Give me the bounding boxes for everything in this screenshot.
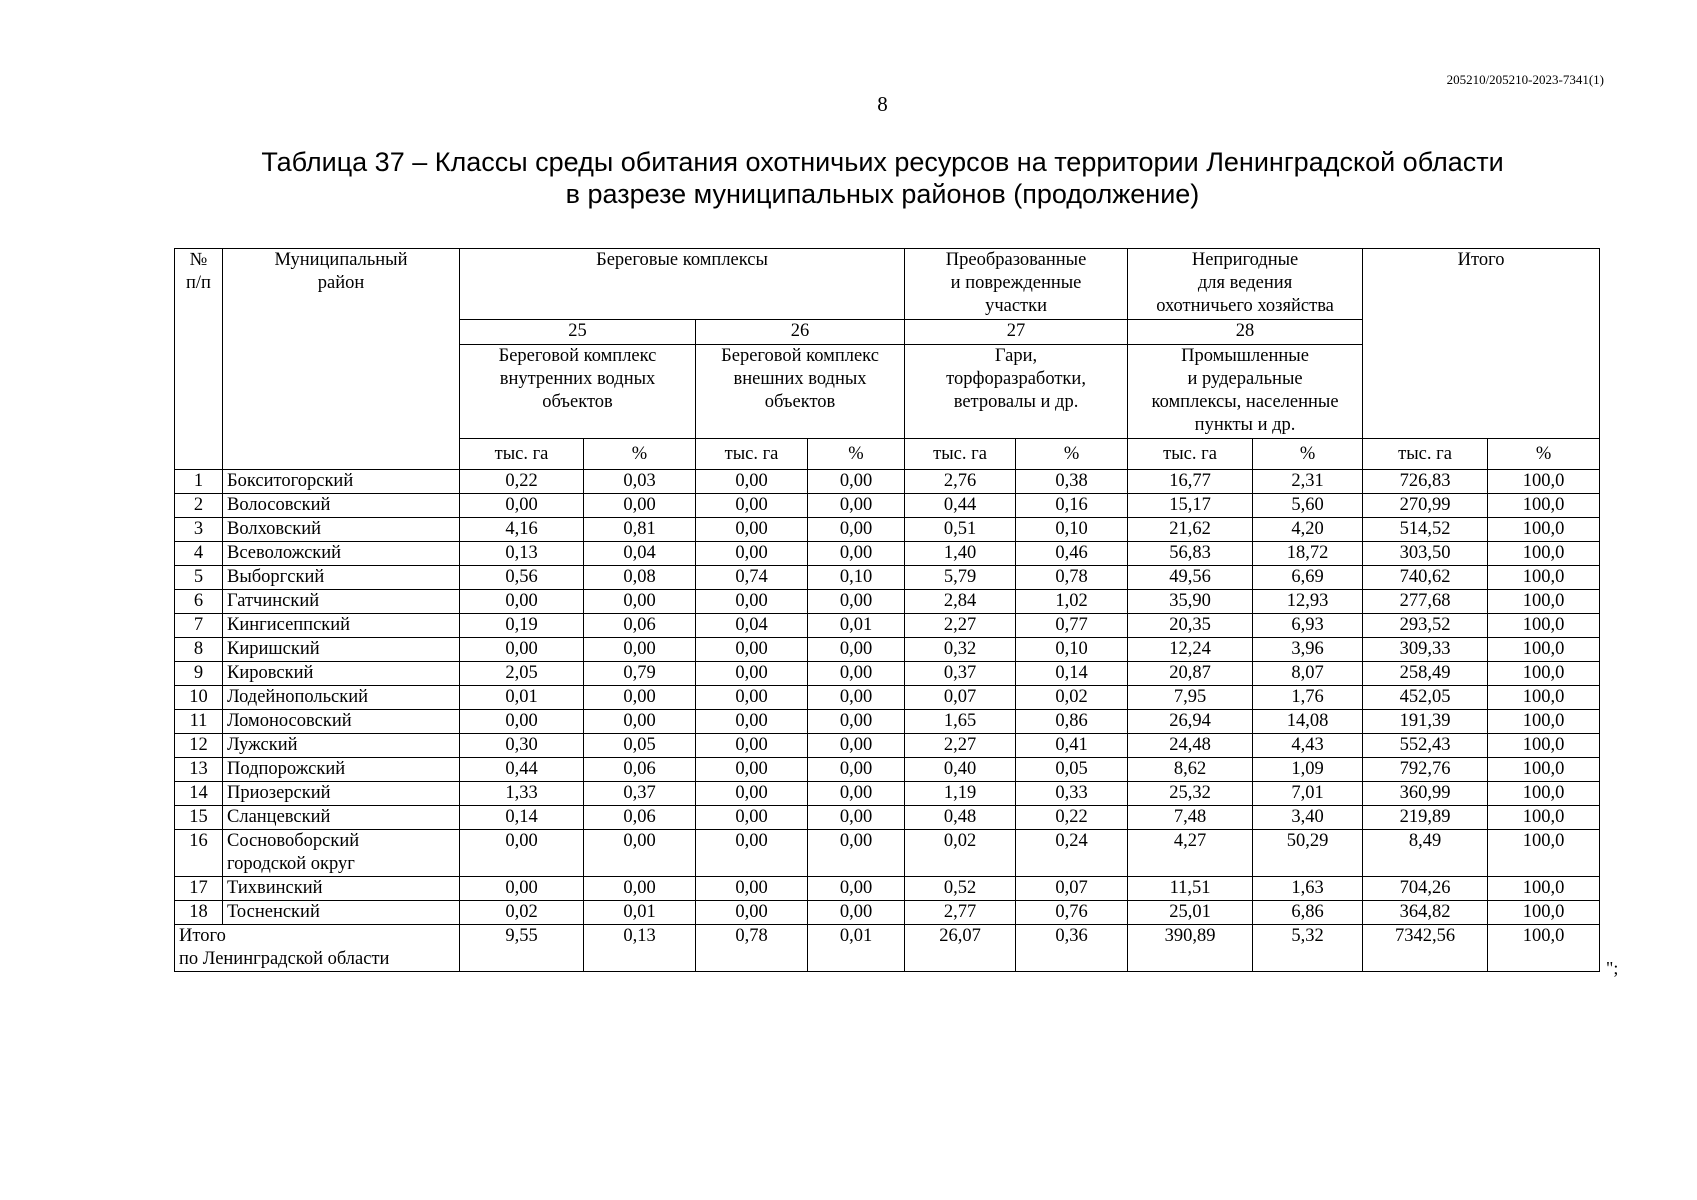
value-cell: 0,06 [584, 806, 696, 830]
header-unit-pct: % [1016, 439, 1128, 470]
value-cell: 0,00 [696, 518, 808, 542]
value-cell: 0,03 [584, 470, 696, 494]
row-number: 4 [175, 542, 223, 566]
value-cell: 0,22 [1016, 806, 1128, 830]
header-code-26: 26 [696, 320, 905, 345]
header-unit-pct: % [584, 439, 696, 470]
value-cell: 0,32 [905, 638, 1016, 662]
value-cell: 0,30 [460, 734, 584, 758]
value-cell: 15,17 [1128, 494, 1253, 518]
value-cell: 0,00 [460, 830, 584, 877]
value-cell: 16,77 [1128, 470, 1253, 494]
value-cell: 0,00 [808, 494, 905, 518]
table-row [175, 470, 1600, 494]
value-cell: 0,00 [460, 710, 584, 734]
value-cell: 21,62 [1128, 518, 1253, 542]
value-cell: 0,00 [808, 877, 905, 901]
value-cell: 5,60 [1253, 494, 1363, 518]
table-row [175, 877, 1600, 901]
table-row [175, 734, 1600, 758]
value-cell: 0,00 [460, 638, 584, 662]
header-coastal: Береговые комплексы [460, 249, 905, 320]
value-cell: 0,10 [1016, 638, 1128, 662]
header-unit-pct: % [1253, 439, 1363, 470]
district-name: Приозерский [223, 782, 460, 806]
district-name: Кингисеппский [223, 614, 460, 638]
value-cell: 0,79 [584, 662, 696, 686]
value-cell: 0,07 [905, 686, 1016, 710]
value-cell: 0,00 [696, 494, 808, 518]
district-name: Волховский [223, 518, 460, 542]
total-cell: 100,0 [1488, 925, 1600, 972]
value-cell: 0,00 [584, 638, 696, 662]
value-cell: 4,20 [1253, 518, 1363, 542]
value-cell: 100,0 [1488, 830, 1600, 877]
value-cell: 0,00 [696, 590, 808, 614]
value-cell: 0,00 [696, 877, 808, 901]
value-cell: 0,06 [584, 614, 696, 638]
total-cell: 0,01 [808, 925, 905, 972]
value-cell: 0,02 [1016, 686, 1128, 710]
value-cell: 3,96 [1253, 638, 1363, 662]
value-cell: 1,19 [905, 782, 1016, 806]
value-cell: 0,41 [1016, 734, 1128, 758]
value-cell: 0,00 [696, 901, 808, 925]
value-cell: 0,86 [1016, 710, 1128, 734]
header-code-25: 25 [460, 320, 696, 345]
header-class-27: Гари, торфоразработки, ветровалы и др. [905, 345, 1128, 439]
value-cell: 258,49 [1363, 662, 1488, 686]
value-cell: 0,00 [584, 686, 696, 710]
district-name: Подпорожский [223, 758, 460, 782]
value-cell: 277,68 [1363, 590, 1488, 614]
value-cell: 0,00 [696, 542, 808, 566]
value-cell: 100,0 [1488, 638, 1600, 662]
value-cell: 1,76 [1253, 686, 1363, 710]
value-cell: 740,62 [1363, 566, 1488, 590]
header-unit-pct: % [1488, 439, 1600, 470]
row-number: 9 [175, 662, 223, 686]
table-row [175, 830, 1600, 877]
value-cell: 100,0 [1488, 877, 1600, 901]
value-cell: 12,93 [1253, 590, 1363, 614]
value-cell: 0,04 [696, 614, 808, 638]
district-name: Ломоносовский [223, 710, 460, 734]
value-cell: 100,0 [1488, 758, 1600, 782]
value-cell: 8,62 [1128, 758, 1253, 782]
value-cell: 7,01 [1253, 782, 1363, 806]
value-cell: 0,38 [1016, 470, 1128, 494]
value-cell: 0,14 [460, 806, 584, 830]
table-row [175, 686, 1600, 710]
value-cell: 12,24 [1128, 638, 1253, 662]
value-cell: 2,76 [905, 470, 1016, 494]
value-cell: 7,48 [1128, 806, 1253, 830]
header-class-25: Береговой комплекс внутренних водных объектов [460, 345, 696, 439]
value-cell: 7,95 [1128, 686, 1253, 710]
row-number: 15 [175, 806, 223, 830]
value-cell: 364,82 [1363, 901, 1488, 925]
value-cell: 50,29 [1253, 830, 1363, 877]
table-body [175, 470, 1600, 925]
value-cell: 2,84 [905, 590, 1016, 614]
value-cell: 293,52 [1363, 614, 1488, 638]
total-label: Итого по Ленинградской области [175, 925, 460, 972]
table-row [175, 901, 1600, 925]
value-cell: 0,22 [460, 470, 584, 494]
district-name: Гатчинский [223, 590, 460, 614]
row-number: 6 [175, 590, 223, 614]
value-cell: 0,00 [808, 782, 905, 806]
value-cell: 0,00 [696, 758, 808, 782]
value-cell: 6,86 [1253, 901, 1363, 925]
value-cell: 24,48 [1128, 734, 1253, 758]
total-cell: 9,55 [460, 925, 584, 972]
value-cell: 0,00 [696, 686, 808, 710]
value-cell: 100,0 [1488, 662, 1600, 686]
value-cell: 56,83 [1128, 542, 1253, 566]
value-cell: 100,0 [1488, 686, 1600, 710]
table-row [175, 758, 1600, 782]
value-cell: 100,0 [1488, 614, 1600, 638]
value-cell: 452,05 [1363, 686, 1488, 710]
value-cell: 0,07 [1016, 877, 1128, 901]
total-cell: 5,32 [1253, 925, 1363, 972]
value-cell: 49,56 [1128, 566, 1253, 590]
value-cell: 0,81 [584, 518, 696, 542]
table-row [175, 590, 1600, 614]
table-row [175, 542, 1600, 566]
value-cell: 0,16 [1016, 494, 1128, 518]
value-cell: 4,43 [1253, 734, 1363, 758]
value-cell: 0,04 [584, 542, 696, 566]
value-cell: 0,00 [584, 494, 696, 518]
value-cell: 0,44 [460, 758, 584, 782]
value-cell: 2,05 [460, 662, 584, 686]
total-cell: 7342,56 [1363, 925, 1488, 972]
value-cell: 100,0 [1488, 518, 1600, 542]
value-cell: 0,10 [1016, 518, 1128, 542]
total-cell: 26,07 [905, 925, 1016, 972]
header-transformed: Преобразованные и поврежденные участки [905, 249, 1128, 320]
row-number: 12 [175, 734, 223, 758]
total-cell: 0,36 [1016, 925, 1128, 972]
header-unit-ha: тыс. га [1363, 439, 1488, 470]
district-name: Бокситогорский [223, 470, 460, 494]
district-name: Тихвинский [223, 877, 460, 901]
value-cell: 35,90 [1128, 590, 1253, 614]
table-row [175, 518, 1600, 542]
total-row [175, 925, 1600, 972]
value-cell: 0,13 [460, 542, 584, 566]
row-number: 11 [175, 710, 223, 734]
value-cell: 18,72 [1253, 542, 1363, 566]
value-cell: 0,48 [905, 806, 1016, 830]
value-cell: 0,40 [905, 758, 1016, 782]
row-number: 5 [175, 566, 223, 590]
row-number: 18 [175, 901, 223, 925]
value-cell: 0,78 [1016, 566, 1128, 590]
value-cell: 2,27 [905, 614, 1016, 638]
value-cell: 0,00 [696, 806, 808, 830]
value-cell: 0,00 [808, 830, 905, 877]
value-cell: 25,32 [1128, 782, 1253, 806]
value-cell: 0,00 [584, 590, 696, 614]
value-cell: 14,08 [1253, 710, 1363, 734]
table-row [175, 806, 1600, 830]
value-cell: 100,0 [1488, 494, 1600, 518]
total-cell: 0,78 [696, 925, 808, 972]
value-cell: 0,56 [460, 566, 584, 590]
value-cell: 1,02 [1016, 590, 1128, 614]
value-cell: 0,76 [1016, 901, 1128, 925]
value-cell: 1,63 [1253, 877, 1363, 901]
district-name: Киришский [223, 638, 460, 662]
value-cell: 0,02 [460, 901, 584, 925]
value-cell: 0,33 [1016, 782, 1128, 806]
value-cell: 0,05 [1016, 758, 1128, 782]
value-cell: 6,93 [1253, 614, 1363, 638]
value-cell: 0,05 [584, 734, 696, 758]
value-cell: 0,06 [584, 758, 696, 782]
header-unit-ha: тыс. га [1128, 439, 1253, 470]
row-number: 10 [175, 686, 223, 710]
value-cell: 0,46 [1016, 542, 1128, 566]
value-cell: 0,00 [696, 662, 808, 686]
closing-quote-mark: "; [1606, 958, 1619, 978]
value-cell: 1,33 [460, 782, 584, 806]
value-cell: 2,77 [905, 901, 1016, 925]
value-cell: 0,01 [808, 614, 905, 638]
value-cell: 270,99 [1363, 494, 1488, 518]
table-row [175, 614, 1600, 638]
value-cell: 0,00 [460, 494, 584, 518]
value-cell: 5,79 [905, 566, 1016, 590]
value-cell: 0,00 [696, 782, 808, 806]
table-row [175, 782, 1600, 806]
value-cell: 100,0 [1488, 734, 1600, 758]
value-cell: 0,01 [460, 686, 584, 710]
document-id: 205210/205210-2023-7341(1) [1446, 72, 1604, 87]
district-name: Выборгский [223, 566, 460, 590]
value-cell: 8,07 [1253, 662, 1363, 686]
value-cell: 100,0 [1488, 566, 1600, 590]
value-cell: 100,0 [1488, 782, 1600, 806]
value-cell: 0,00 [808, 662, 905, 686]
table-title [0, 146, 1697, 210]
row-number: 1 [175, 470, 223, 494]
value-cell: 3,40 [1253, 806, 1363, 830]
row-number: 2 [175, 494, 223, 518]
value-cell: 0,44 [905, 494, 1016, 518]
value-cell: 514,52 [1363, 518, 1488, 542]
district-name: Всеволожский [223, 542, 460, 566]
value-cell: 100,0 [1488, 710, 1600, 734]
value-cell: 0,00 [808, 806, 905, 830]
value-cell: 100,0 [1488, 470, 1600, 494]
district-name: Сосновоборский городской округ [223, 830, 460, 877]
value-cell: 0,08 [584, 566, 696, 590]
header-unsuitable: Непригодные для ведения охотничьего хозяйства [1128, 249, 1363, 320]
value-cell: 0,00 [808, 470, 905, 494]
value-cell: 0,37 [584, 782, 696, 806]
value-cell: 0,00 [808, 518, 905, 542]
table-row [175, 662, 1600, 686]
value-cell: 0,19 [460, 614, 584, 638]
header-unit-pct: % [808, 439, 905, 470]
value-cell: 4,16 [460, 518, 584, 542]
value-cell: 0,37 [905, 662, 1016, 686]
value-cell: 11,51 [1128, 877, 1253, 901]
value-cell: 191,39 [1363, 710, 1488, 734]
row-number: 14 [175, 782, 223, 806]
district-name: Лодейнопольский [223, 686, 460, 710]
header-total: Итого [1363, 249, 1600, 439]
value-cell: 0,00 [696, 734, 808, 758]
header-unit-ha: тыс. га [460, 439, 584, 470]
value-cell: 0,74 [696, 566, 808, 590]
value-cell: 303,50 [1363, 542, 1488, 566]
value-cell: 0,00 [808, 590, 905, 614]
table-row [175, 566, 1600, 590]
row-number: 16 [175, 830, 223, 877]
row-number: 3 [175, 518, 223, 542]
value-cell: 20,35 [1128, 614, 1253, 638]
district-name: Кировский [223, 662, 460, 686]
value-cell: 0,00 [808, 686, 905, 710]
district-name: Лужский [223, 734, 460, 758]
habitat-classes-table [174, 248, 1600, 972]
value-cell: 100,0 [1488, 901, 1600, 925]
value-cell: 0,00 [584, 710, 696, 734]
value-cell: 0,00 [808, 758, 905, 782]
value-cell: 100,0 [1488, 590, 1600, 614]
table-row [175, 638, 1600, 662]
header-code-28: 28 [1128, 320, 1363, 345]
value-cell: 0,00 [808, 734, 905, 758]
table-row [175, 494, 1600, 518]
total-cell: 0,13 [584, 925, 696, 972]
value-cell: 309,33 [1363, 638, 1488, 662]
title-line-1: Таблица 37 – Классы среды обитания охотничьих ресурсов на территории Ленинградской области [261, 147, 1504, 177]
value-cell: 0,00 [696, 470, 808, 494]
value-cell: 100,0 [1488, 542, 1600, 566]
header-district: Муниципальный район [223, 249, 460, 470]
value-cell: 0,00 [696, 638, 808, 662]
value-cell: 0,52 [905, 877, 1016, 901]
page-number: 8 [877, 92, 888, 116]
value-cell: 4,27 [1128, 830, 1253, 877]
value-cell: 0,00 [808, 542, 905, 566]
value-cell: 792,76 [1363, 758, 1488, 782]
value-cell: 0,00 [696, 710, 808, 734]
value-cell: 360,99 [1363, 782, 1488, 806]
header-num: № п/п [175, 249, 223, 470]
row-number: 17 [175, 877, 223, 901]
value-cell: 8,49 [1363, 830, 1488, 877]
value-cell: 25,01 [1128, 901, 1253, 925]
value-cell: 6,69 [1253, 566, 1363, 590]
value-cell: 0,51 [905, 518, 1016, 542]
value-cell: 0,10 [808, 566, 905, 590]
value-cell: 20,87 [1128, 662, 1253, 686]
row-number: 8 [175, 638, 223, 662]
district-name: Сланцевский [223, 806, 460, 830]
value-cell: 1,09 [1253, 758, 1363, 782]
value-cell: 0,00 [808, 710, 905, 734]
value-cell: 2,31 [1253, 470, 1363, 494]
value-cell: 704,26 [1363, 877, 1488, 901]
district-name: Волосовский [223, 494, 460, 518]
value-cell: 0,00 [584, 877, 696, 901]
header-class-28: Промышленные и рудеральные комплексы, населенные пункты и др. [1128, 345, 1363, 439]
value-cell: 726,83 [1363, 470, 1488, 494]
value-cell: 0,00 [460, 590, 584, 614]
header-unit-ha: тыс. га [696, 439, 808, 470]
row-number: 13 [175, 758, 223, 782]
value-cell: 0,14 [1016, 662, 1128, 686]
value-cell: 1,40 [905, 542, 1016, 566]
value-cell: 0,02 [905, 830, 1016, 877]
header-class-26: Береговой комплекс внешних водных объектов [696, 345, 905, 439]
title-line-2: в разрезе муниципальных районов (продолжение) [565, 179, 1200, 209]
value-cell: 1,65 [905, 710, 1016, 734]
value-cell: 552,43 [1363, 734, 1488, 758]
header-code-27: 27 [905, 320, 1128, 345]
total-cell: 390,89 [1128, 925, 1253, 972]
district-name: Тосненский [223, 901, 460, 925]
value-cell: 219,89 [1363, 806, 1488, 830]
value-cell: 0,00 [808, 901, 905, 925]
value-cell: 0,00 [808, 638, 905, 662]
value-cell: 0,01 [584, 901, 696, 925]
table-row [175, 710, 1600, 734]
value-cell: 2,27 [905, 734, 1016, 758]
value-cell: 100,0 [1488, 806, 1600, 830]
value-cell: 0,00 [460, 877, 584, 901]
value-cell: 0,00 [584, 830, 696, 877]
value-cell: 0,24 [1016, 830, 1128, 877]
value-cell: 26,94 [1128, 710, 1253, 734]
row-number: 7 [175, 614, 223, 638]
value-cell: 0,77 [1016, 614, 1128, 638]
header-unit-ha: тыс. га [905, 439, 1016, 470]
value-cell: 0,00 [696, 830, 808, 877]
